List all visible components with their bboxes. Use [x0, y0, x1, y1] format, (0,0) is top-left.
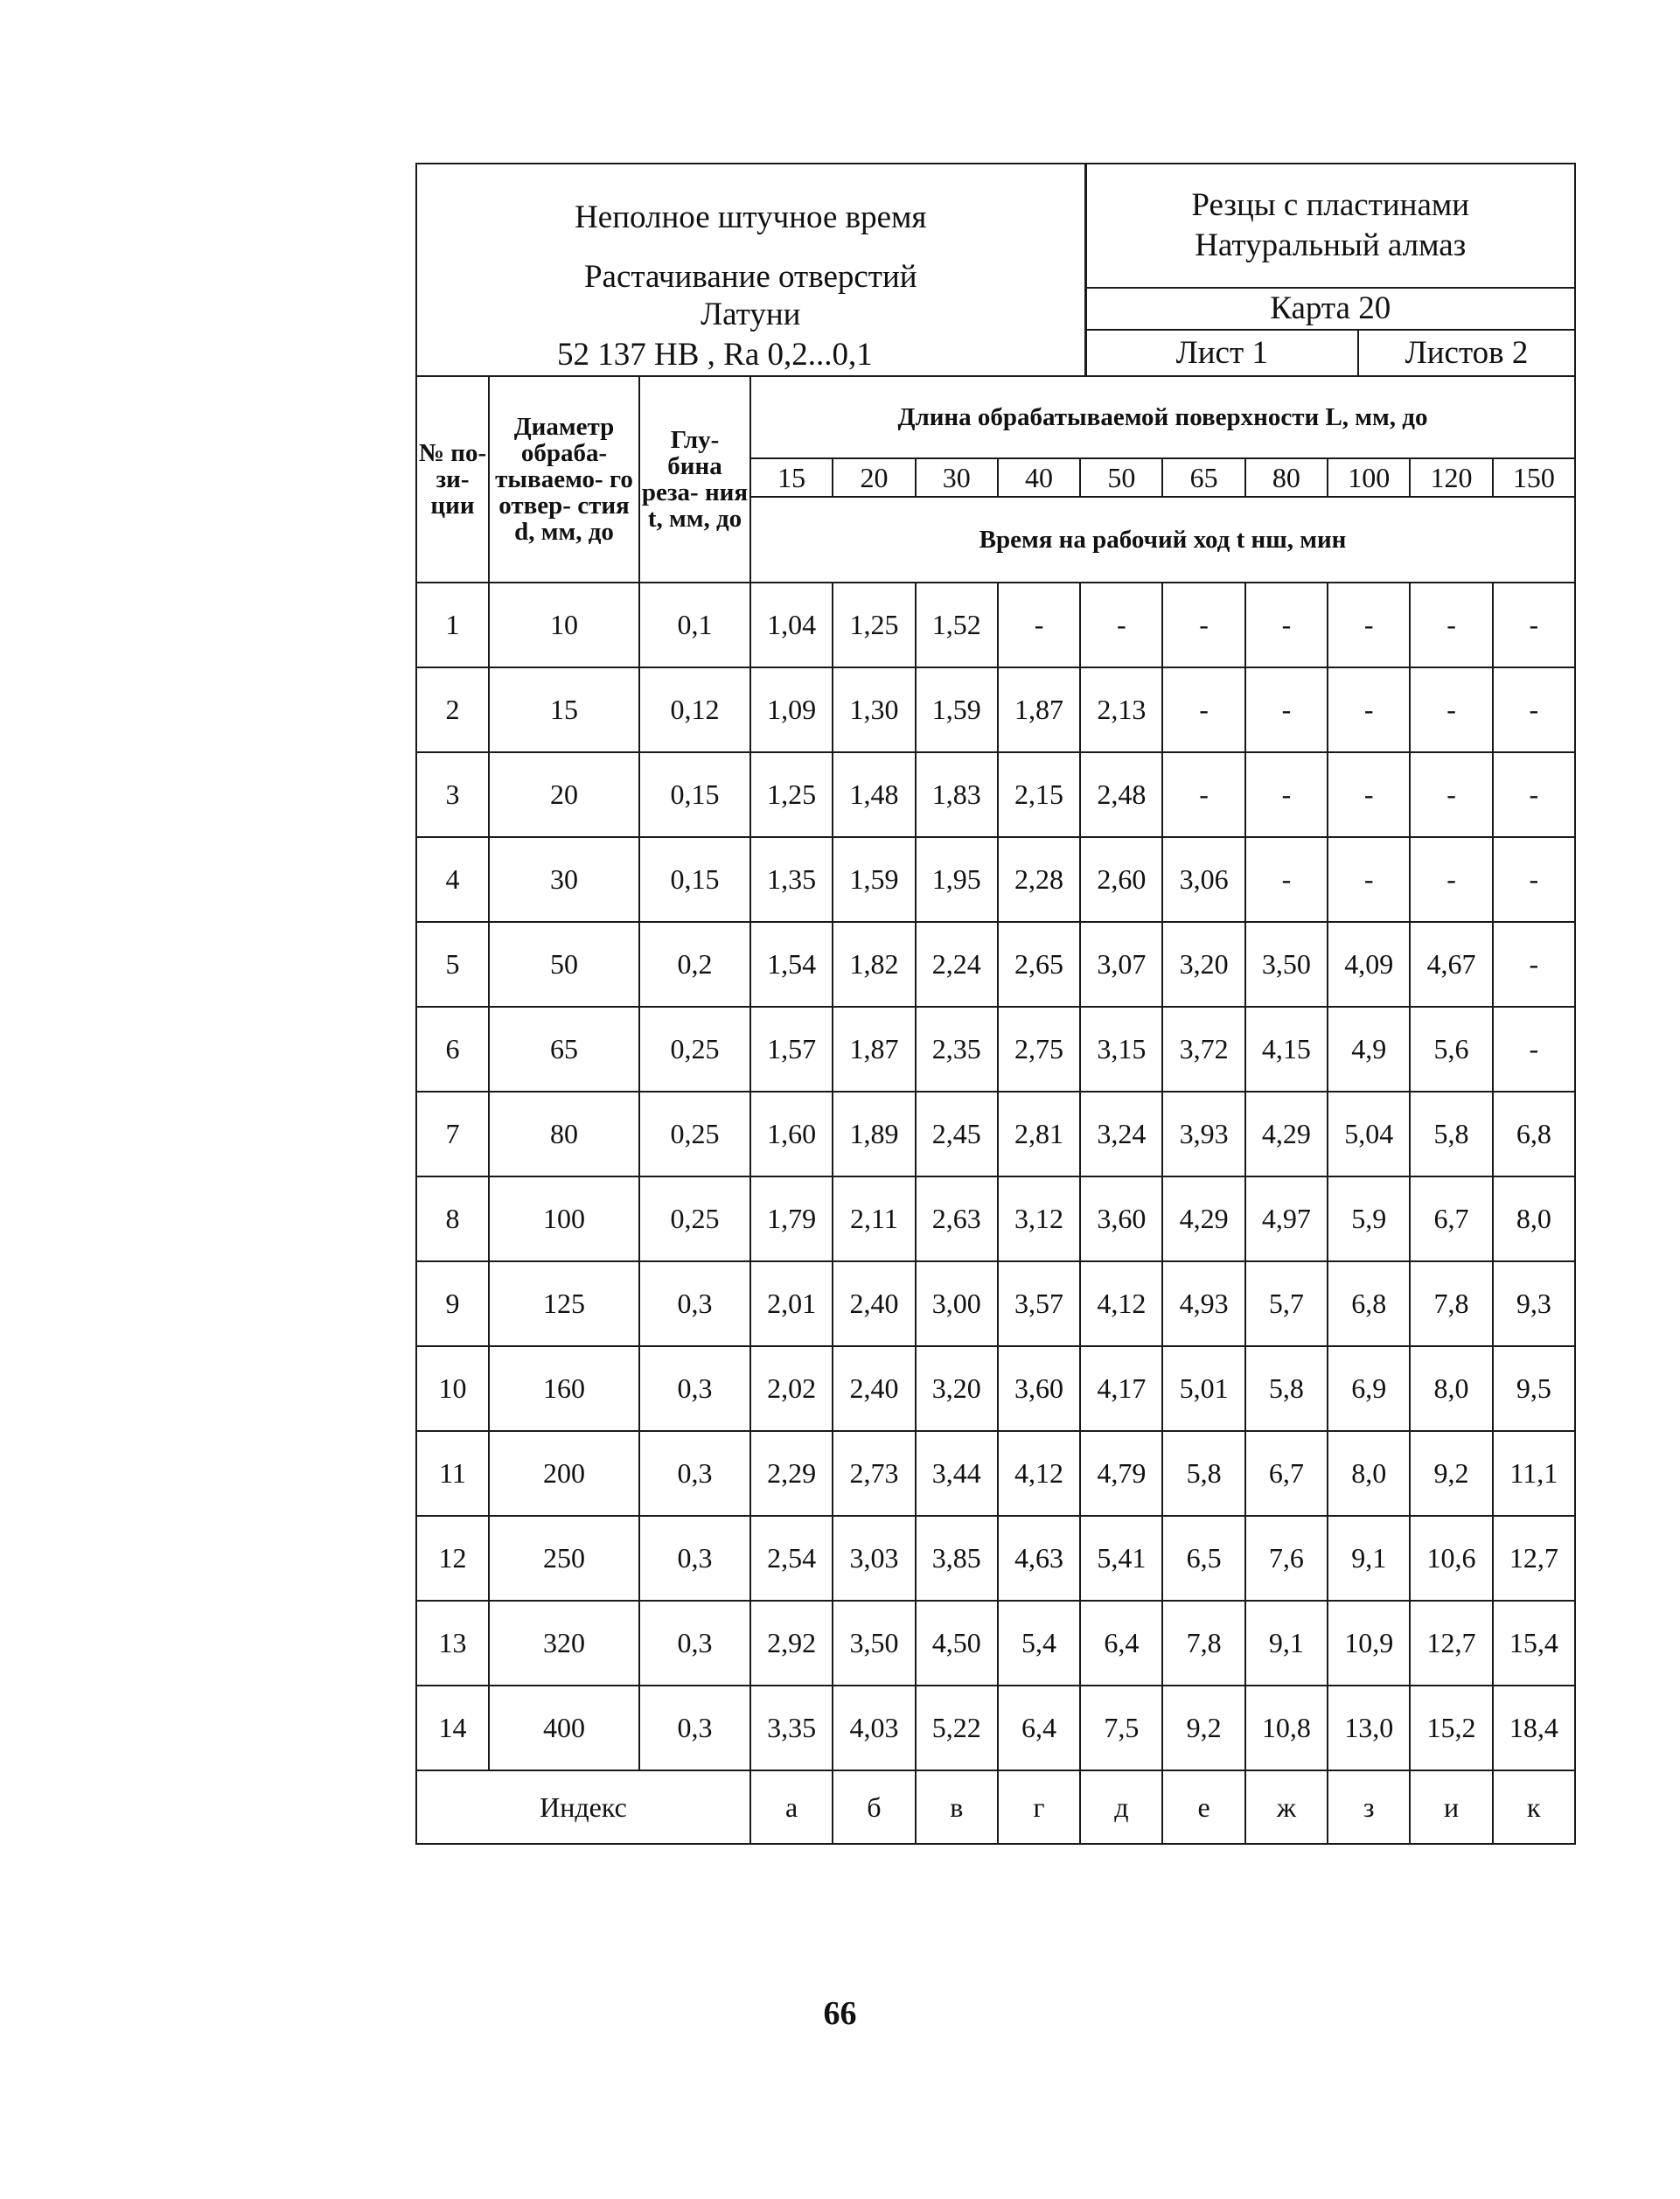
time-cell: - [1328, 752, 1410, 837]
time-cell: 13,0 [1328, 1686, 1410, 1770]
time-cell: 4,29 [1162, 1176, 1244, 1261]
time-cell: - [1493, 667, 1575, 752]
time-cell: 3,07 [1080, 922, 1162, 1007]
time-cell: 1,59 [833, 837, 915, 922]
time-cell: 5,41 [1080, 1516, 1162, 1601]
time-cell: - [1410, 667, 1492, 752]
time-table [415, 375, 1576, 1845]
time-cell: 3,85 [916, 1516, 998, 1601]
index-letter: д [1080, 1770, 1162, 1844]
time-cell: 1,87 [998, 667, 1080, 752]
time-cell: 3,20 [1162, 922, 1244, 1007]
position-cell: 9 [416, 1261, 489, 1346]
time-cell: 4,79 [1080, 1431, 1162, 1516]
time-cell: 1,30 [833, 667, 915, 752]
time-cell: 10,6 [1410, 1516, 1492, 1601]
time-cell: 3,50 [833, 1601, 915, 1686]
time-cell: 1,25 [833, 583, 915, 667]
header-table [415, 163, 1576, 377]
table-row [416, 1601, 1575, 1686]
length-value: 30 [916, 458, 998, 497]
depth-cell: 0,3 [639, 1516, 750, 1601]
time-cell: - [1493, 583, 1575, 667]
depth-header: Глу- бина реза- ния t, мм, до [639, 376, 750, 583]
length-header: Длина обрабатываемой поверхности L, мм, до [750, 376, 1575, 458]
table-row [416, 1346, 1575, 1431]
time-cell: 9,1 [1328, 1516, 1410, 1601]
time-cell: 9,3 [1493, 1261, 1575, 1346]
time-cell: 2,01 [750, 1261, 833, 1346]
time-cell: 3,12 [998, 1176, 1080, 1261]
index-label: Индекс [416, 1770, 750, 1844]
position-cell: 6 [416, 1007, 489, 1092]
time-cell: - [1493, 1007, 1575, 1092]
time-cell: - [1245, 752, 1328, 837]
index-letter: г [998, 1770, 1080, 1844]
depth-cell: 0,25 [639, 1007, 750, 1092]
diameter-cell: 80 [489, 1092, 639, 1176]
index-letter: а [750, 1770, 833, 1844]
time-cell: 5,01 [1162, 1346, 1244, 1431]
time-cell: 2,28 [998, 837, 1080, 922]
time-cell: 2,75 [998, 1007, 1080, 1092]
time-cell: 2,81 [998, 1092, 1080, 1176]
time-cell: - [1493, 922, 1575, 1007]
time-cell: 4,67 [1410, 922, 1492, 1007]
time-cell: 3,24 [1080, 1092, 1162, 1176]
time-cell: 3,44 [916, 1431, 998, 1516]
time-cell: - [1162, 752, 1244, 837]
time-cell: 6,4 [1080, 1601, 1162, 1686]
time-cell: - [1162, 667, 1244, 752]
time-cell: 3,50 [1245, 922, 1328, 1007]
depth-cell: 0,15 [639, 752, 750, 837]
length-value: 150 [1493, 458, 1575, 497]
position-cell: 2 [416, 667, 489, 752]
time-cell: 7,8 [1410, 1261, 1492, 1346]
time-header: Время на рабочий ход t нш, мин [750, 497, 1575, 583]
diameter-cell: 125 [489, 1261, 639, 1346]
diameter-cell: 250 [489, 1516, 639, 1601]
tool-cell [1085, 164, 1575, 288]
time-cell: 1,59 [916, 667, 998, 752]
time-cell: 3,60 [1080, 1176, 1162, 1261]
time-cell: 2,40 [833, 1346, 915, 1431]
time-cell: 6,9 [1328, 1346, 1410, 1431]
position-cell: 11 [416, 1431, 489, 1516]
time-cell: 5,9 [1328, 1176, 1410, 1261]
time-cell: 2,15 [998, 752, 1080, 837]
time-cell: 1,83 [916, 752, 998, 837]
norm-card [415, 163, 1574, 1845]
material-cell [416, 297, 1085, 376]
time-cell: 7,8 [1162, 1601, 1244, 1686]
time-cell: 9,2 [1162, 1686, 1244, 1770]
depth-cell: 0,25 [639, 1176, 750, 1261]
position-cell: 4 [416, 837, 489, 922]
time-cell: 1,48 [833, 752, 915, 837]
time-cell: 4,9 [1328, 1007, 1410, 1092]
time-cell: 6,5 [1162, 1516, 1244, 1601]
table-row [416, 667, 1575, 752]
depth-cell: 0,3 [639, 1686, 750, 1770]
time-cell: 3,06 [1162, 837, 1244, 922]
time-cell: - [1245, 583, 1328, 667]
material: Латуни [701, 297, 801, 332]
time-cell: 2,40 [833, 1261, 915, 1346]
time-cell: 2,65 [998, 922, 1080, 1007]
time-cell: 10,9 [1328, 1601, 1410, 1686]
table-row [416, 1431, 1575, 1516]
time-cell: 4,12 [998, 1431, 1080, 1516]
depth-cell: 0,3 [639, 1346, 750, 1431]
diameter-cell: 200 [489, 1431, 639, 1516]
table-body [416, 583, 1575, 1770]
time-cell: 2,92 [750, 1601, 833, 1686]
time-cell: - [1328, 583, 1410, 667]
diameter-cell: 65 [489, 1007, 639, 1092]
time-cell: 4,63 [998, 1516, 1080, 1601]
material-params: 52 137 НВ , Ra 0,2...0,1 [557, 337, 873, 373]
length-value: 50 [1080, 458, 1162, 497]
tool-line-2: Натуральный алмаз [1195, 227, 1467, 263]
position-cell: 5 [416, 922, 489, 1007]
time-cell: - [1328, 667, 1410, 752]
time-cell: 1,52 [916, 583, 998, 667]
diameter-cell: 100 [489, 1176, 639, 1261]
diameter-cell: 320 [489, 1601, 639, 1686]
time-cell: 10,8 [1245, 1686, 1328, 1770]
time-cell: 9,1 [1245, 1601, 1328, 1686]
time-cell: 6,8 [1493, 1092, 1575, 1176]
card-cell: Карта 20 [1085, 288, 1575, 330]
length-value: 65 [1162, 458, 1244, 497]
table-row [416, 583, 1575, 667]
time-cell: 18,4 [1493, 1686, 1575, 1770]
time-cell: 1,54 [750, 922, 833, 1007]
table-row [416, 837, 1575, 922]
time-cell: 4,97 [1245, 1176, 1328, 1261]
index-letter: е [1162, 1770, 1244, 1844]
time-cell: 1,87 [833, 1007, 915, 1092]
time-cell: 7,5 [1080, 1686, 1162, 1770]
time-cell: 2,29 [750, 1431, 833, 1516]
time-cell: 15,4 [1493, 1601, 1575, 1686]
depth-cell: 0,2 [639, 922, 750, 1007]
position-header: № по- зи- ции [416, 376, 489, 583]
time-cell: 4,17 [1080, 1346, 1162, 1431]
time-cell: - [1080, 583, 1162, 667]
time-cell: 3,03 [833, 1516, 915, 1601]
position-cell: 12 [416, 1516, 489, 1601]
time-cell: - [1410, 752, 1492, 837]
time-cell: 9,5 [1493, 1346, 1575, 1431]
depth-cell: 0,1 [639, 583, 750, 667]
time-cell: 9,2 [1410, 1431, 1492, 1516]
diameter-cell: 30 [489, 837, 639, 922]
position-cell: 1 [416, 583, 489, 667]
time-cell: 6,7 [1245, 1431, 1328, 1516]
time-cell: 3,72 [1162, 1007, 1244, 1092]
index-letter: б [833, 1770, 915, 1844]
time-cell: 1,57 [750, 1007, 833, 1092]
time-cell: 4,29 [1245, 1092, 1328, 1176]
time-cell: 4,93 [1162, 1261, 1244, 1346]
depth-cell: 0,3 [639, 1261, 750, 1346]
table-row [416, 1092, 1575, 1176]
length-value: 80 [1245, 458, 1328, 497]
time-cell: - [1245, 837, 1328, 922]
depth-cell: 0,12 [639, 667, 750, 752]
time-cell: 7,6 [1245, 1516, 1328, 1601]
time-cell: 5,7 [1245, 1261, 1328, 1346]
table-row [416, 1007, 1575, 1092]
time-cell: 4,03 [833, 1686, 915, 1770]
sheets-total-cell: Листов 2 [1358, 330, 1575, 376]
index-letter: к [1493, 1770, 1575, 1844]
depth-cell: 0,25 [639, 1092, 750, 1176]
time-cell: 11,1 [1493, 1431, 1575, 1516]
time-cell: 1,09 [750, 667, 833, 752]
time-cell: 6,8 [1328, 1261, 1410, 1346]
time-cell: - [1245, 667, 1328, 752]
page-number: 66 [823, 1995, 857, 2032]
diameter-cell: 50 [489, 922, 639, 1007]
time-cell: 5,8 [1410, 1092, 1492, 1176]
index-letter: в [916, 1770, 998, 1844]
table-row [416, 1516, 1575, 1601]
time-cell: 8,0 [1493, 1176, 1575, 1261]
depth-cell: 0,3 [639, 1601, 750, 1686]
time-cell: 3,60 [998, 1346, 1080, 1431]
time-cell: 2,02 [750, 1346, 833, 1431]
time-cell: 3,00 [916, 1261, 998, 1346]
time-cell: 5,22 [916, 1686, 998, 1770]
time-cell: 2,54 [750, 1516, 833, 1601]
diameter-cell: 20 [489, 752, 639, 837]
time-cell: 5,8 [1162, 1431, 1244, 1516]
diameter-cell: 10 [489, 583, 639, 667]
time-cell: 4,09 [1328, 922, 1410, 1007]
index-letter: з [1328, 1770, 1410, 1844]
time-cell: - [1493, 837, 1575, 922]
table-row [416, 1261, 1575, 1346]
time-cell: 15,2 [1410, 1686, 1492, 1770]
time-cell: 2,45 [916, 1092, 998, 1176]
time-cell: 2,63 [916, 1176, 998, 1261]
diameter-cell: 400 [489, 1686, 639, 1770]
time-cell: - [1328, 837, 1410, 922]
tool-line-1: Резцы с пластинами [1191, 187, 1470, 223]
time-cell: 1,82 [833, 922, 915, 1007]
position-cell: 3 [416, 752, 489, 837]
time-cell: 1,25 [750, 752, 833, 837]
time-cell: 5,4 [998, 1601, 1080, 1686]
diameter-cell: 160 [489, 1346, 639, 1431]
time-cell: 2,13 [1080, 667, 1162, 752]
time-cell: 5,04 [1328, 1092, 1410, 1176]
time-cell: 5,6 [1410, 1007, 1492, 1092]
time-cell: 1,35 [750, 837, 833, 922]
time-cell: 2,60 [1080, 837, 1162, 922]
depth-cell: 0,3 [639, 1431, 750, 1516]
index-letter: и [1410, 1770, 1492, 1844]
diameter-cell: 15 [489, 667, 639, 752]
length-value: 120 [1410, 458, 1492, 497]
time-cell: - [1493, 752, 1575, 837]
time-cell: 1,95 [916, 837, 998, 922]
time-cell: 8,0 [1410, 1346, 1492, 1431]
time-cell: 4,15 [1245, 1007, 1328, 1092]
time-cell: - [1162, 583, 1244, 667]
table-row [416, 922, 1575, 1007]
time-cell: 6,4 [998, 1686, 1080, 1770]
title-line-2: Растачивание отверстий [583, 258, 917, 295]
table-row [416, 1176, 1575, 1261]
time-cell: 3,93 [1162, 1092, 1244, 1176]
depth-cell: 0,15 [639, 837, 750, 922]
length-value: 20 [833, 458, 915, 497]
position-cell: 14 [416, 1686, 489, 1770]
length-value: 40 [998, 458, 1080, 497]
time-cell: 4,12 [1080, 1261, 1162, 1346]
position-cell: 13 [416, 1601, 489, 1686]
sheet-cell: Лист 1 [1085, 330, 1358, 376]
time-cell: 12,7 [1493, 1516, 1575, 1601]
time-cell: 2,11 [833, 1176, 915, 1261]
length-value: 15 [750, 458, 833, 497]
time-cell: 3,20 [916, 1346, 998, 1431]
time-cell: 5,8 [1245, 1346, 1328, 1431]
time-cell: 4,50 [916, 1601, 998, 1686]
time-cell: 2,73 [833, 1431, 915, 1516]
time-cell: 3,15 [1080, 1007, 1162, 1092]
index-letter: ж [1245, 1770, 1328, 1844]
time-cell: 6,7 [1410, 1176, 1492, 1261]
time-cell: 8,0 [1328, 1431, 1410, 1516]
title-line-1: Неполное штучное время [575, 199, 927, 235]
time-cell: 2,35 [916, 1007, 998, 1092]
time-cell: 3,35 [750, 1686, 833, 1770]
diameter-header: Диаметр обраба- тываемо- го отвер- стия d, мм, до [489, 376, 639, 583]
time-cell: - [998, 583, 1080, 667]
position-cell: 10 [416, 1346, 489, 1431]
length-value: 100 [1328, 458, 1410, 497]
table-row [416, 1686, 1575, 1770]
time-cell: 1,04 [750, 583, 833, 667]
time-cell: 1,60 [750, 1092, 833, 1176]
time-cell: 2,48 [1080, 752, 1162, 837]
table-row [416, 752, 1575, 837]
position-cell: 8 [416, 1176, 489, 1261]
time-cell: 1,89 [833, 1092, 915, 1176]
time-cell: - [1410, 837, 1492, 922]
time-cell: 12,7 [1410, 1601, 1492, 1686]
position-cell: 7 [416, 1092, 489, 1176]
time-cell: 3,57 [998, 1261, 1080, 1346]
time-cell: 2,24 [916, 922, 998, 1007]
time-cell: - [1410, 583, 1492, 667]
time-cell: 1,79 [750, 1176, 833, 1261]
